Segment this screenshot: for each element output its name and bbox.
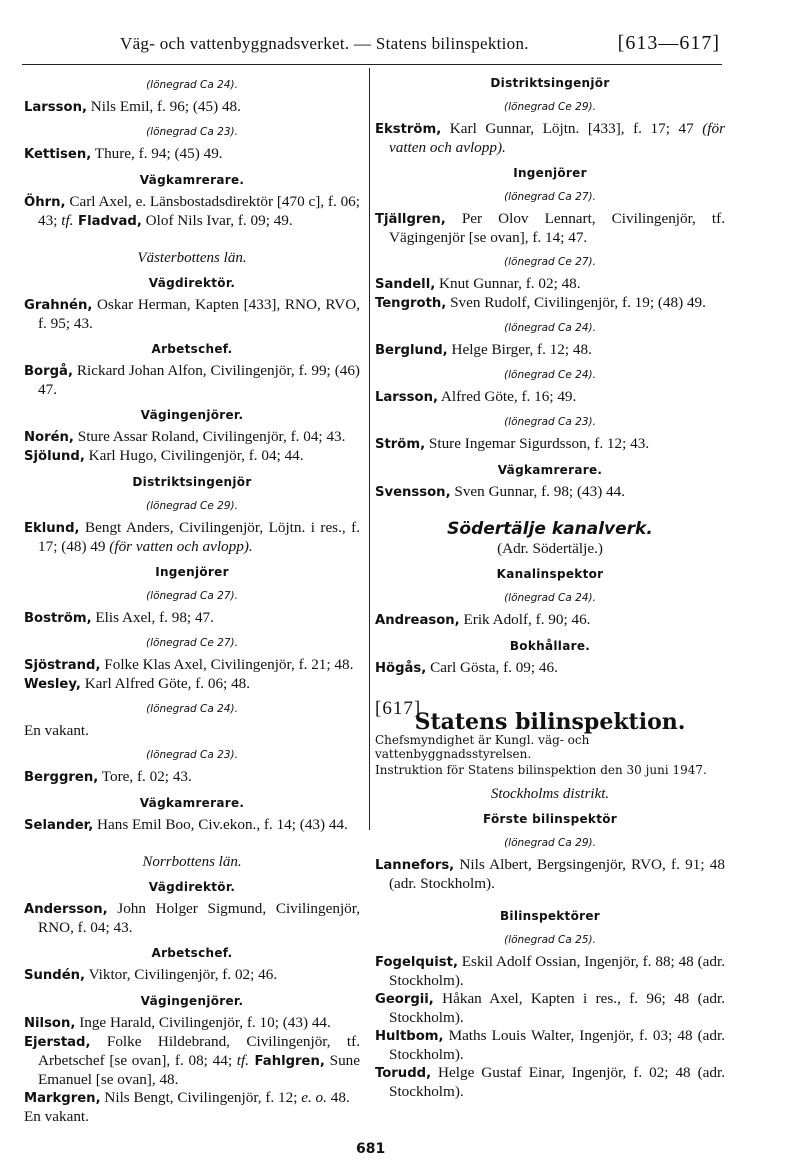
entry-text: Karl Gunnar, Löjtn. [433], f. 17; 47 bbox=[441, 120, 703, 137]
salary-grade: (lönegrad Ce 29). bbox=[504, 101, 596, 113]
entry bbox=[375, 210, 725, 247]
entry-name: Högås, bbox=[375, 661, 427, 676]
entry bbox=[375, 611, 725, 630]
entry-text: Knut Gunnar, f. 02; 48. bbox=[435, 275, 581, 292]
section-heading: Vägdirektör. bbox=[148, 276, 236, 290]
entry-name: Öhrn, bbox=[24, 195, 66, 210]
section-heading: Arbetschef. bbox=[151, 342, 233, 356]
entry bbox=[24, 966, 360, 985]
entry-name-2: Fahlgren, bbox=[249, 1054, 325, 1069]
entry-name: Georgii, bbox=[375, 992, 434, 1007]
section-ref-number: [617] bbox=[375, 698, 422, 719]
entry bbox=[375, 435, 725, 454]
entry-text: Maths Louis Walter, Ingenjör, f. 03; 48 (adr. Stockholm). bbox=[389, 1027, 725, 1063]
agency-address: (Adr. Södertälje.) bbox=[497, 540, 603, 557]
entry bbox=[24, 656, 360, 675]
entry-name: Hultbom, bbox=[375, 1029, 444, 1044]
section-heading: Förste bilinspektör bbox=[483, 812, 617, 826]
entry bbox=[375, 294, 725, 313]
left-column bbox=[24, 70, 360, 1126]
header-title: Väg- och vattenbyggnadsverket. — Statens bilinspektion. bbox=[120, 34, 529, 53]
entry-name: Nilson, bbox=[24, 1016, 76, 1031]
section-note: Chefsmyndighet är Kungl. väg- och vattenbyggnadsstyrelsen. bbox=[375, 733, 590, 761]
entry-name: Andersson, bbox=[24, 902, 108, 917]
entry-text-2: Olof Nils Ivar, f. 09; 49. bbox=[141, 212, 293, 229]
entry-name: Kettisen, bbox=[24, 147, 92, 162]
entry-name: Larsson, bbox=[24, 100, 87, 115]
entry-italic: tf. bbox=[61, 212, 74, 229]
section-note: Instruktion för Statens bilinspektion den 30 juni 1947. bbox=[375, 763, 707, 777]
section-heading: Vägkamrerare. bbox=[497, 463, 603, 477]
entry bbox=[375, 120, 725, 157]
entry bbox=[24, 98, 360, 117]
entry-text: Karl Hugo, Civilingenjör, f. 04; 44. bbox=[84, 447, 304, 464]
section-title: Statens bilinspektion. bbox=[414, 709, 686, 735]
entry-text: Hans Emil Boo, Civ.ekon., f. 14; (43) 44. bbox=[93, 816, 348, 833]
entry-text: Viktor, Civilingenjör, f. 02; 46. bbox=[85, 966, 278, 983]
entry bbox=[24, 296, 360, 333]
entry bbox=[24, 145, 360, 164]
entry bbox=[375, 483, 725, 502]
entry-name: Lannefors, bbox=[375, 858, 455, 873]
entry-italic: e. o. bbox=[301, 1089, 327, 1106]
entry-italic: (för vatten och avlopp). bbox=[389, 120, 725, 156]
entry bbox=[24, 447, 360, 466]
entry-text: Nils Albert, Bergsingenjör, RVO, f. 91; 48 (adr. Stockholm). bbox=[389, 856, 725, 892]
salary-grade: (lönegrad Ca 24). bbox=[504, 592, 596, 604]
salary-grade: (lönegrad Ca 25). bbox=[504, 934, 596, 946]
entry bbox=[375, 388, 725, 407]
entry bbox=[375, 990, 725, 1027]
entry-name: Sandell, bbox=[375, 277, 436, 292]
entry bbox=[375, 659, 725, 678]
entry-text: Carl Gösta, f. 09; 46. bbox=[426, 659, 558, 676]
entry bbox=[24, 362, 360, 399]
entry bbox=[375, 1064, 725, 1101]
entry-name: Norén, bbox=[24, 430, 74, 445]
salary-grade: (lönegrad Ca 23). bbox=[146, 126, 238, 138]
entry-text: Inge Harald, Civilingenjör, f. 10; (43) 44. bbox=[75, 1014, 331, 1031]
salary-grade: (lönegrad Ca 23). bbox=[146, 749, 238, 761]
entry-text: Sven Rudolf, Civilingenjör, f. 19; (48) 49. bbox=[446, 294, 706, 311]
entry-text: Carl Axel, e. Länsbostadsdirektör [470 c], f. 06; 43; bbox=[38, 193, 360, 229]
entry bbox=[375, 275, 725, 294]
section-heading: Ingenjörer bbox=[155, 565, 229, 579]
salary-grade: (lönegrad Ca 23). bbox=[504, 416, 596, 428]
entry-text: Erik Adolf, f. 90; 46. bbox=[459, 611, 591, 628]
vacancy: En vakant. bbox=[24, 1108, 89, 1125]
section-heading: Vägingenjörer. bbox=[140, 994, 244, 1008]
entry-name: Sjölund, bbox=[24, 449, 85, 464]
entry-italic: (för vatten och avlopp). bbox=[109, 538, 253, 555]
entry-text: Helge Birger, f. 12; 48. bbox=[447, 341, 592, 358]
section-heading: Kanalinspektor bbox=[496, 567, 604, 581]
entry-text-2: Sune Emanuel [se ovan], 48. bbox=[38, 1052, 360, 1088]
entry-name: Sundén, bbox=[24, 968, 86, 983]
entry-text: Elis Axel, f. 98; 47. bbox=[91, 609, 214, 626]
entry-text: John Holger Sigmund, Civilingenjör, RNO, f. 04; 43. bbox=[38, 900, 360, 936]
section-heading: Ingenjörer bbox=[513, 166, 587, 180]
entry-text: Sture Assar Roland, Civilingenjör, f. 04; 43. bbox=[73, 428, 346, 445]
entry bbox=[375, 856, 725, 893]
entry bbox=[24, 519, 360, 556]
region-heading: Norrbottens län. bbox=[142, 854, 242, 870]
entry-name: Berggren, bbox=[24, 770, 99, 785]
header-rule bbox=[22, 64, 722, 65]
agency-title: Södertälje kanalverk. bbox=[447, 519, 653, 539]
entry-text: Folke Klas Axel, Civilingenjör, f. 21; 48. bbox=[100, 656, 354, 673]
vacancy: En vakant. bbox=[24, 722, 89, 739]
header-page-ref: [613—617] bbox=[617, 32, 720, 54]
entry-name: Sjöstrand, bbox=[24, 658, 101, 673]
entry-name: Ejerstad, bbox=[24, 1035, 91, 1050]
salary-grade: (lönegrad Ca 29). bbox=[504, 837, 596, 849]
entry-text: Bengt Anders, Civilingenjör, Löjtn. i res., f. 17; (48) 49 bbox=[38, 519, 360, 555]
region-heading: Västerbottens län. bbox=[137, 250, 247, 266]
salary-grade: (lönegrad Ca 27). bbox=[504, 191, 596, 203]
entry-name: Grahnén, bbox=[24, 298, 93, 313]
entry-name: Markgren, bbox=[24, 1091, 101, 1106]
entry bbox=[24, 609, 360, 628]
column-divider bbox=[369, 68, 370, 830]
entry-name: Tengroth, bbox=[375, 296, 447, 311]
entry-text: Folke Hildebrand, Civilingenjör, tf. Arbetschef [se ovan], f. 08; 44; bbox=[38, 1033, 360, 1069]
entry bbox=[24, 428, 360, 447]
entry-name: Fogelquist, bbox=[375, 955, 458, 970]
entry bbox=[24, 816, 360, 835]
section-heading: Vägingenjörer. bbox=[140, 408, 244, 422]
section-heading: Bilinspektörer bbox=[499, 909, 601, 923]
entry-name: Berglund, bbox=[375, 343, 448, 358]
entry-name: Andreason, bbox=[375, 613, 460, 628]
entry-text: Rickard Johan Alfon, Civilingenjör, f. 99; (46) 47. bbox=[38, 362, 360, 398]
entry bbox=[24, 675, 360, 694]
section-heading: Arbetschef. bbox=[151, 946, 233, 960]
running-header bbox=[120, 34, 720, 54]
entry bbox=[375, 953, 725, 990]
salary-grade: (lönegrad Ca 24). bbox=[146, 79, 238, 91]
section-heading: Vägkamrerare. bbox=[139, 173, 245, 187]
entry-name: Tjällgren, bbox=[375, 212, 446, 227]
section-heading: Vägkamrerare. bbox=[139, 796, 245, 810]
entry bbox=[24, 1033, 360, 1089]
entry-text: Helge Gustaf Einar, Ingenjör, f. 02; 48 (adr. Stockholm). bbox=[389, 1064, 725, 1100]
entry-name: Boström, bbox=[24, 611, 92, 626]
salary-grade: (lönegrad Ca 24). bbox=[146, 703, 238, 715]
entry-name: Ström, bbox=[375, 437, 426, 452]
right-column bbox=[375, 70, 725, 1101]
region-heading: Stockholms distrikt. bbox=[490, 786, 610, 802]
entry-text: Eskil Adolf Ossian, Ingenjör, f. 88; 48 (adr. Stockholm). bbox=[389, 953, 725, 989]
entry-name: Wesley, bbox=[24, 677, 81, 692]
entry-name: Ekström, bbox=[375, 122, 442, 137]
salary-grade: (lönegrad Ce 24). bbox=[504, 369, 596, 381]
entry-text-2: 48. bbox=[326, 1089, 350, 1106]
entry bbox=[24, 1014, 360, 1033]
section-heading: Vägdirektör. bbox=[148, 880, 236, 894]
entry bbox=[375, 341, 725, 360]
salary-grade: (lönegrad Ce 27). bbox=[146, 637, 238, 649]
entry-text: Oskar Herman, Kapten [433], RNO, RVO, f. 95; 43. bbox=[38, 296, 360, 332]
entry-text: Sture Ingemar Sigurdsson, f. 12; 43. bbox=[425, 435, 650, 452]
entry bbox=[375, 1027, 725, 1064]
section-heading: Distriktsingenjör bbox=[132, 475, 252, 489]
section-heading: Bokhållare. bbox=[509, 639, 591, 653]
entry-name: Borgå, bbox=[24, 364, 73, 379]
section-heading: Distriktsingenjör bbox=[490, 76, 610, 90]
entry-text: Thure, f. 94; (45) 49. bbox=[91, 145, 223, 162]
entry-name: Torudd, bbox=[375, 1066, 432, 1081]
entry bbox=[24, 900, 360, 937]
salary-grade: (lönegrad Ca 27). bbox=[146, 590, 238, 602]
salary-grade: (lönegrad Ca 24). bbox=[504, 322, 596, 334]
entry bbox=[24, 1089, 360, 1108]
salary-grade: (lönegrad Ce 27). bbox=[504, 256, 596, 268]
entry-text: Nils Bengt, Civilingenjör, f. 12; bbox=[100, 1089, 302, 1106]
entry-name: Selander, bbox=[24, 818, 94, 833]
entry-name-2: Fladvad, bbox=[73, 214, 142, 229]
salary-grade: (lönegrad Ce 29). bbox=[146, 500, 238, 512]
entry-text: Karl Alfred Göte, f. 06; 48. bbox=[80, 675, 251, 692]
page-number: 681 bbox=[356, 1141, 386, 1157]
entry-text: Tore, f. 02; 43. bbox=[98, 768, 192, 785]
entry-text: Sven Gunnar, f. 98; (43) 44. bbox=[450, 483, 626, 500]
entry-text: Nils Emil, f. 96; (45) 48. bbox=[86, 98, 241, 115]
entry bbox=[24, 768, 360, 787]
entry-name: Svensson, bbox=[375, 485, 451, 500]
entry-text: Per Olov Lennart, Civilingenjör, tf. Vägingenjör [se ovan], f. 14; 47. bbox=[389, 210, 725, 246]
entry-italic: tf. bbox=[236, 1052, 250, 1069]
entry-name: Larsson, bbox=[375, 390, 438, 405]
entry bbox=[24, 193, 360, 231]
entry-text: Håkan Axel, Kapten i res., f. 96; 48 (adr. Stockholm). bbox=[389, 990, 725, 1026]
entry-name: Eklund, bbox=[24, 521, 80, 536]
entry-text: Alfred Göte, f. 16; 49. bbox=[437, 388, 577, 405]
